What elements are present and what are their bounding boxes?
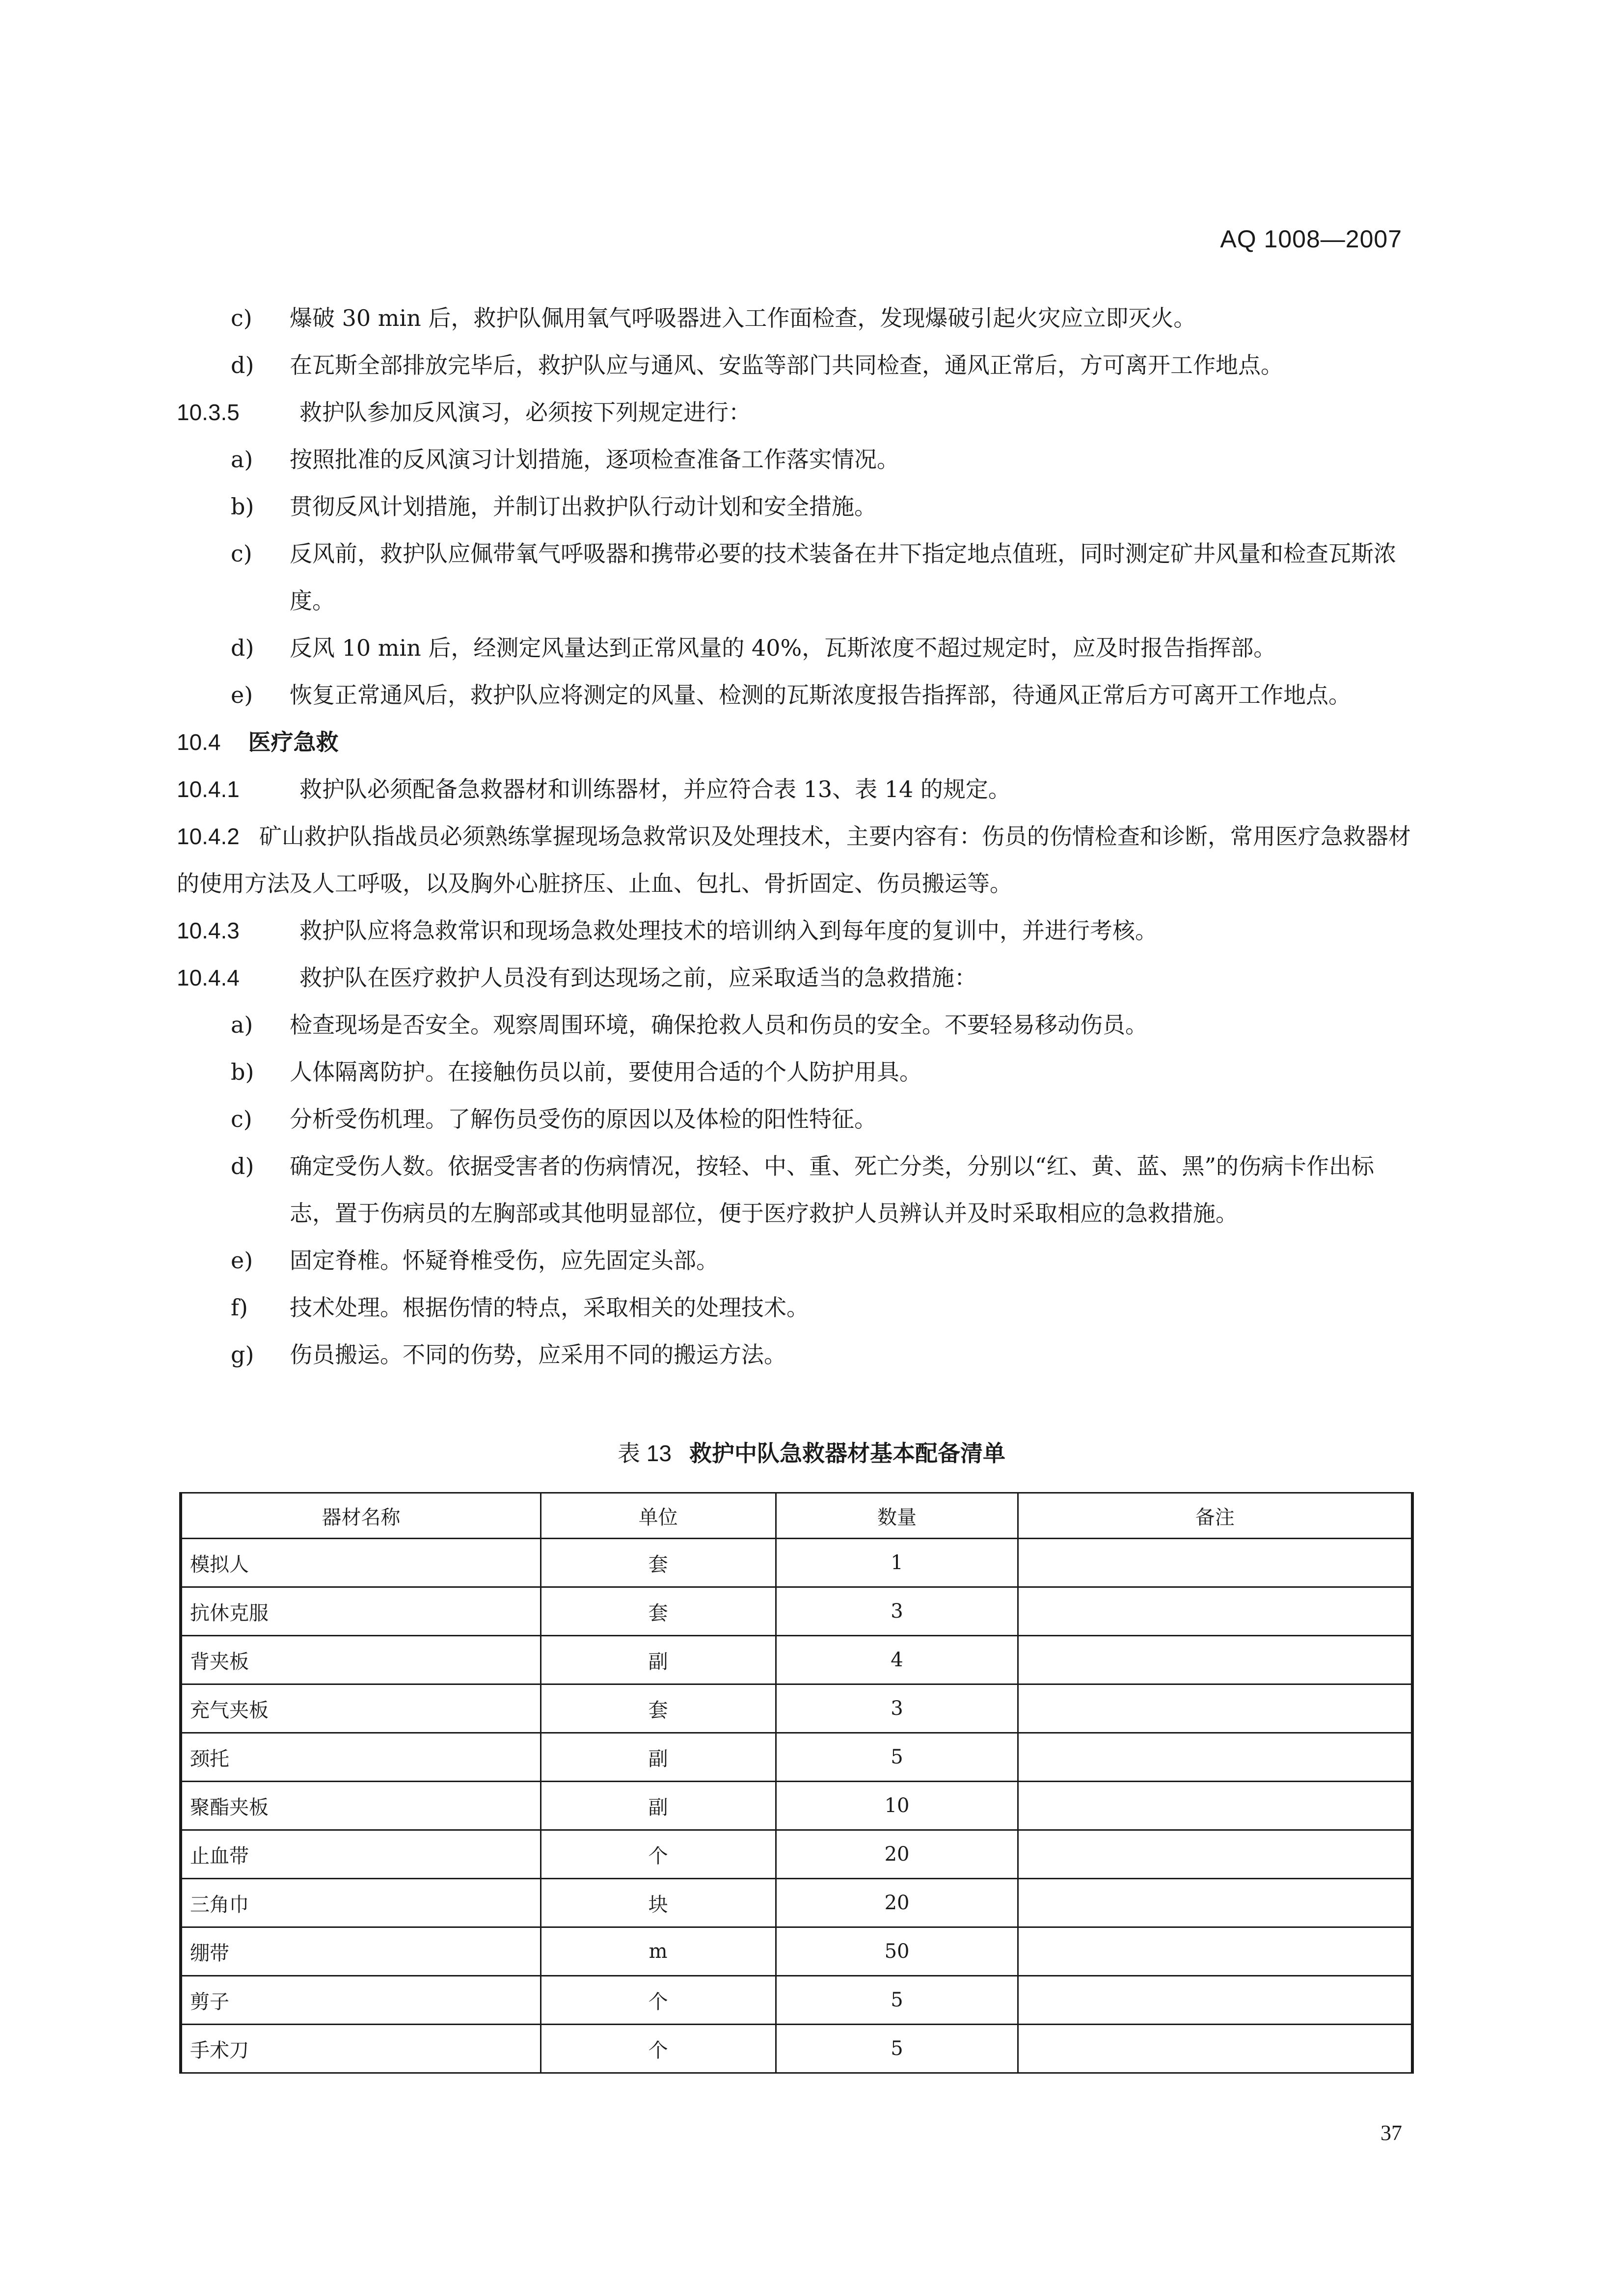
list-item xyxy=(177,342,1414,389)
clause xyxy=(177,813,1414,907)
clause-number: 10.4.3 xyxy=(177,918,240,943)
table-row xyxy=(181,2025,1412,2073)
list-marker: b) xyxy=(231,493,254,520)
list-item xyxy=(177,1095,1414,1143)
table-row xyxy=(181,1830,1412,1879)
cell-equipment-name: 抗休克服 xyxy=(181,1587,541,1636)
cell-remarks xyxy=(1018,1782,1412,1830)
cell-equipment-name: 三角巾 xyxy=(181,1879,541,1927)
cell-quantity: 20 xyxy=(776,1879,1018,1927)
clause-text: 救护队必须配备急救器材和训练器材，并应符合表 13、表 14 的规定。 xyxy=(299,776,1011,802)
list-item xyxy=(177,624,1414,671)
list-marker: a) xyxy=(231,446,253,473)
column-header-remarks: 备注 xyxy=(1018,1493,1412,1539)
table-header-row xyxy=(181,1493,1412,1539)
list-marker: e) xyxy=(231,1247,253,1274)
cell-remarks xyxy=(1018,1539,1412,1587)
list-item xyxy=(177,1143,1414,1237)
cell-unit: 块 xyxy=(541,1879,776,1927)
cell-quantity: 5 xyxy=(776,1733,1018,1782)
list-item-text: 人体隔离防护。在接触伤员以前，要使用合适的个人防护用具。 xyxy=(290,1059,922,1085)
table-row xyxy=(181,1539,1412,1587)
list-item xyxy=(177,1001,1414,1048)
cell-remarks xyxy=(1018,1636,1412,1684)
list-item-text: 反风前，救护队应佩带氧气呼吸器和携带必要的技术装备在井下指定地点值班，同时测定矿井风量和检查瓦斯浓度。 xyxy=(290,540,1396,614)
clause-number: 10.4.4 xyxy=(177,965,240,990)
list-item-text: 在瓦斯全部排放完毕后，救护队应与通风、安监等部门共同检查，通风正常后，方可离开工作地点。 xyxy=(290,352,1283,378)
list-item xyxy=(177,1048,1414,1095)
document-body xyxy=(177,294,1414,1378)
cell-quantity: 10 xyxy=(776,1782,1018,1830)
clause xyxy=(177,766,1414,813)
cell-remarks xyxy=(1018,2025,1412,2073)
cell-remarks xyxy=(1018,1927,1412,1976)
column-header-unit: 单位 xyxy=(541,1493,776,1539)
cell-remarks xyxy=(1018,1830,1412,1879)
section-title: 医疗急救 xyxy=(248,729,339,755)
clause-text: 矿山救护队指战员必须熟练掌握现场急救常识及处理技术，主要内容有：伤员的伤情检查和诊断，常用医疗急救器材的使用方法及人工呼吸，以及胸外心脏挤压、止血、包扎、骨折固定、伤员搬运等。 xyxy=(177,823,1411,897)
column-header-name: 器材名称 xyxy=(181,1493,541,1539)
list-item xyxy=(177,1284,1414,1331)
cell-equipment-name: 止血带 xyxy=(181,1830,541,1879)
equipment-table xyxy=(179,1492,1414,2074)
cell-quantity: 20 xyxy=(776,1830,1018,1879)
list-marker: d) xyxy=(231,352,254,378)
list-marker: d) xyxy=(231,1153,254,1179)
cell-quantity: 3 xyxy=(776,1684,1018,1733)
table-row xyxy=(181,1927,1412,1976)
cell-equipment-name: 聚酯夹板 xyxy=(181,1782,541,1830)
clause-text: 救护队在医疗救护人员没有到达现场之前，应采取适当的急救措施： xyxy=(299,964,977,991)
cell-remarks xyxy=(1018,1976,1412,2025)
list-item-text: 固定脊椎。怀疑脊椎受伤，应先固定头部。 xyxy=(290,1247,719,1274)
clause xyxy=(177,389,1414,436)
clause-number: 10.4.2 xyxy=(177,824,240,849)
cell-unit: 套 xyxy=(541,1539,776,1587)
list-marker: c) xyxy=(231,540,252,567)
cell-equipment-name: 颈托 xyxy=(181,1733,541,1782)
table-row xyxy=(181,1587,1412,1636)
cell-quantity: 3 xyxy=(776,1587,1018,1636)
clause-text: 救护队应将急救常识和现场急救处理技术的培训纳入到每年度的复训中，并进行考核。 xyxy=(299,917,1158,944)
list-item xyxy=(177,671,1414,719)
list-item xyxy=(177,1237,1414,1284)
table-row xyxy=(181,1636,1412,1684)
cell-unit: 套 xyxy=(541,1587,776,1636)
list-marker: e) xyxy=(231,682,253,708)
cell-quantity: 50 xyxy=(776,1927,1018,1976)
page-number: 37 xyxy=(1380,2121,1402,2145)
cell-remarks xyxy=(1018,1587,1412,1636)
cell-remarks xyxy=(1018,1684,1412,1733)
cell-unit: 个 xyxy=(541,1830,776,1879)
list-item xyxy=(177,436,1414,483)
list-marker: c) xyxy=(231,1106,252,1132)
cell-equipment-name: 手术刀 xyxy=(181,2025,541,2073)
list-item-text: 检查现场是否安全。观察周围环境，确保抢救人员和伤员的安全。不要轻易移动伤员。 xyxy=(290,1012,1148,1038)
clause-number: 10.4.1 xyxy=(177,776,240,802)
cell-unit: 套 xyxy=(541,1684,776,1733)
table-title: 救护中队急救器材基本配备清单 xyxy=(689,1440,1005,1467)
section-heading xyxy=(177,719,1414,766)
cell-quantity: 5 xyxy=(776,2025,1018,2073)
cell-quantity: 5 xyxy=(776,1976,1018,2025)
table-row xyxy=(181,1782,1412,1830)
list-item-text: 伤员搬运。不同的伤势，应采用不同的搬运方法。 xyxy=(290,1341,786,1368)
list-marker: b) xyxy=(231,1059,254,1085)
table-body xyxy=(181,1539,1412,2073)
cell-quantity: 4 xyxy=(776,1636,1018,1684)
list-item-text: 分析受伤机理。了解伤员受伤的原因以及体检的阳性特征。 xyxy=(290,1106,877,1132)
list-item-text: 恢复正常通风后，救护队应将测定的风量、检测的瓦斯浓度报告指挥部，待通风正常后方可离开工作地点。 xyxy=(290,682,1351,708)
list-item xyxy=(177,1331,1414,1378)
section-number: 10.4 xyxy=(177,729,221,755)
cell-equipment-name: 充气夹板 xyxy=(181,1684,541,1733)
list-item-text: 技术处理。根据伤情的特点，采取相关的处理技术。 xyxy=(290,1294,809,1321)
clause xyxy=(177,907,1414,954)
table-number: 表 13 xyxy=(618,1441,672,1466)
cell-quantity: 1 xyxy=(776,1539,1018,1587)
cell-equipment-name: 剪子 xyxy=(181,1976,541,2025)
list-item xyxy=(177,530,1414,624)
cell-unit: 副 xyxy=(541,1636,776,1684)
list-marker: d) xyxy=(231,635,254,661)
cell-unit: 个 xyxy=(541,1976,776,2025)
clause-number: 10.3.5 xyxy=(177,400,240,425)
cell-unit: 副 xyxy=(541,1733,776,1782)
cell-remarks xyxy=(1018,1879,1412,1927)
list-item xyxy=(177,294,1414,342)
table-row xyxy=(181,1733,1412,1782)
list-item-text: 贯彻反风计划措施，并制订出救护队行动计划和安全措施。 xyxy=(290,493,877,520)
list-marker: g) xyxy=(231,1341,254,1368)
list-item-text: 爆破 30 min 后，救护队佩用氧气呼吸器进入工作面检查，发现爆破引起火灾应立即灭火。 xyxy=(290,305,1196,331)
list-item-text: 反风 10 min 后，经测定风量达到正常风量的 40%，瓦斯浓度不超过规定时，应及时报告指挥部。 xyxy=(290,635,1276,661)
cell-equipment-name: 模拟人 xyxy=(181,1539,541,1587)
table-caption xyxy=(0,1436,1623,1468)
cell-equipment-name: 绷带 xyxy=(181,1927,541,1976)
cell-unit: m xyxy=(541,1927,776,1976)
column-header-quantity: 数量 xyxy=(776,1493,1018,1539)
clause xyxy=(177,954,1414,1001)
cell-equipment-name: 背夹板 xyxy=(181,1636,541,1684)
list-item-text: 确定受伤人数。依据受害者的伤病情况，按轻、中、重、死亡分类，分别以“红、黄、蓝、黑”的伤病卡作出标志，置于伤病员的左胸部或其他明显部位，便于医疗救护人员辨认并及时采取相应的急救措施。 xyxy=(290,1153,1375,1227)
list-item xyxy=(177,483,1414,530)
list-marker: a) xyxy=(231,1012,253,1038)
list-marker: f) xyxy=(231,1294,248,1321)
list-item-text: 按照批准的反风演习计划措施，逐项检查准备工作落实情况。 xyxy=(290,446,899,473)
cell-unit: 个 xyxy=(541,2025,776,2073)
cell-remarks xyxy=(1018,1733,1412,1782)
list-marker: c) xyxy=(231,305,252,331)
cell-unit: 副 xyxy=(541,1782,776,1830)
clause-text: 救护队参加反风演习，必须按下列规定进行： xyxy=(299,399,751,426)
table-row xyxy=(181,1976,1412,2025)
table-row xyxy=(181,1879,1412,1927)
standard-code: AQ 1008—2007 xyxy=(1220,225,1402,253)
table-row xyxy=(181,1684,1412,1733)
